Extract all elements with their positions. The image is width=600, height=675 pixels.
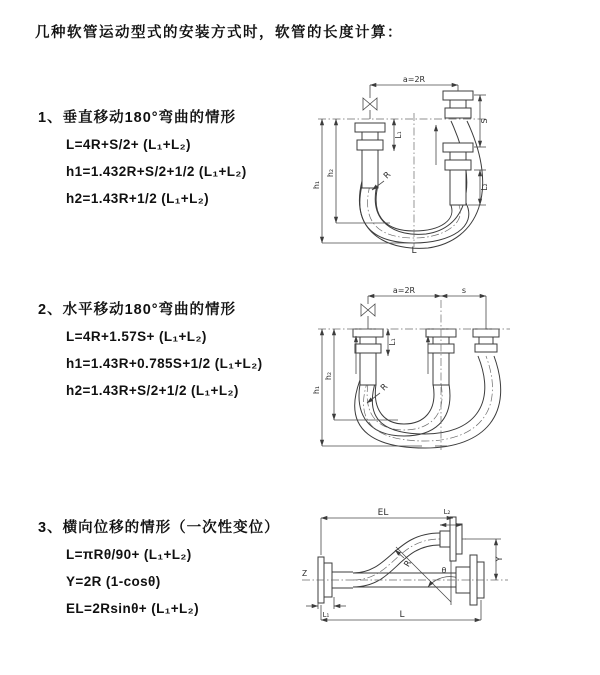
formula-el: EL=2Rsinθ+ (L₁+L₂): [66, 601, 199, 616]
dim-label-l1: L₁: [322, 611, 330, 619]
formula-h2: h2=1.43R+S/2+1/2 (L₁+L₂): [66, 383, 239, 398]
dim-label-h1: h₁: [312, 385, 321, 395]
dim-label-h2: h₂: [326, 168, 335, 178]
dim-label-l1: L₁: [388, 338, 397, 346]
dim-label-radius: R: [378, 381, 391, 394]
dim-label-h2: h₂: [324, 371, 333, 381]
formula-length: L=πRθ/90+ (L₁+L₂): [66, 547, 192, 562]
section-horizontal-180: [38, 298, 308, 410]
pipe-fittings: [318, 517, 484, 605]
centerlines: [318, 300, 510, 450]
dimensions: [312, 286, 486, 446]
section-2-heading: 2、水平移动180°弯曲的情形: [38, 302, 237, 318]
diagram-horizontal-180: [310, 284, 590, 456]
dim-label-l2: L₂: [443, 508, 451, 516]
axis-mark: Z: [302, 569, 308, 578]
pipe-fittings: [353, 329, 499, 385]
section-vertical-180: [38, 106, 308, 218]
formula-h2: h2=1.43R+1/2 (L₁+L₂): [66, 191, 210, 206]
dim-label-radius: R: [402, 558, 415, 570]
diagram-lateral-svg: [298, 505, 588, 635]
valve-icon: [363, 85, 377, 119]
diagram-lateral: [298, 505, 588, 635]
diagram-vertical-180: [310, 73, 590, 255]
formula-length: L=4R+1.57S+ (L₁+L₂): [66, 329, 207, 344]
diagram-horizontal-180-svg: [310, 284, 590, 456]
dim-label-span: a=2R: [392, 286, 416, 295]
dim-label-stroke: S: [480, 118, 489, 124]
dim-label-theta: θ: [441, 566, 447, 575]
dim-label-span: a=2R: [402, 75, 426, 84]
dim-label-l1: L₁: [394, 131, 403, 139]
diagram-vertical-180-svg: [310, 73, 590, 255]
dim-label-radius: R: [381, 169, 394, 182]
dim-label-y: Y: [495, 556, 505, 562]
page-title: 几种软管运动型式的安装方式时，软管的长度计算：: [35, 25, 403, 41]
dim-label-l2: L₂: [480, 183, 489, 191]
dim-label-stroke: s: [461, 286, 467, 295]
formula-length: L=4R+S/2+ (L₁+L₂): [66, 137, 191, 152]
section-3-heading: 3、横向位移的情形（一次性变位）: [38, 520, 280, 536]
dim-label-h1: h₁: [312, 180, 321, 190]
formula-h1: h1=1.43R+0.785S+1/2 (L₁+L₂): [66, 356, 263, 371]
dim-label-length: L: [411, 246, 417, 255]
section-lateral: [38, 516, 308, 628]
section-1-heading: 1、垂直移动180°弯曲的情形: [38, 110, 237, 126]
formula-h1: h1=1.432R+S/2+1/2 (L₁+L₂): [66, 164, 247, 179]
dim-label-length: L: [399, 610, 405, 620]
dim-label-el: EL: [377, 508, 389, 518]
valve-icon: [361, 296, 375, 329]
formula-y: Y=2R (1-cosθ): [66, 574, 161, 589]
